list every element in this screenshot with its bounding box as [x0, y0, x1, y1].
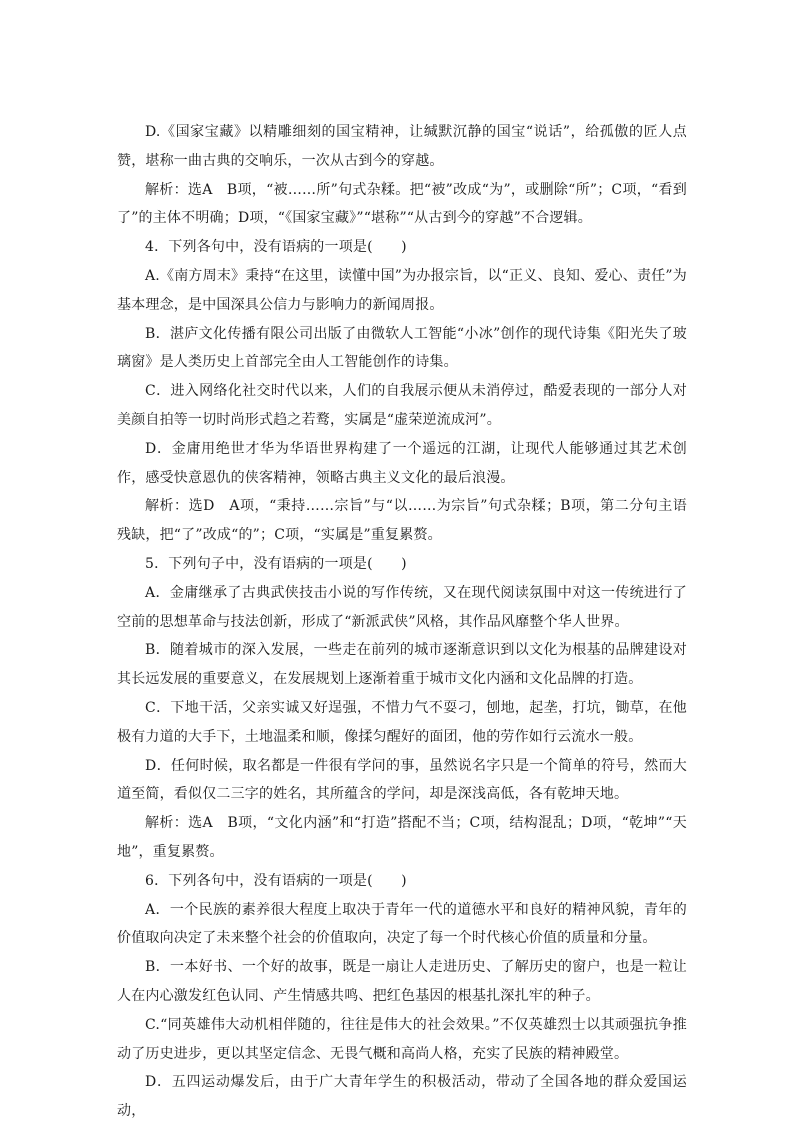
q6-option-c: C.“同英雄伟大动机相伴随的，往往是伟大的社会效果。”不仅英雄烈士以其顽强抗争推动了历史进步，更以其坚定信念、无畏气概和高尚人格，充实了民族的精神殿堂。 — [117, 1016, 687, 1062]
q6-option-b: B．一本好书、一个好的故事，既是一扇让人走进历史、了解历史的窗户，也是一粒让人在内心激发红色认同、产生情感共鸣、把红色基因的根基扎深扎牢的种子。 — [117, 959, 687, 1004]
q4-option-b: B．湛庐文化传播有限公司出版了由微软人工智能“小冰”创作的现代诗集《阳光失了玻璃窗》是人类历史上首部完全由人工智能创作的诗集。 — [117, 325, 687, 371]
q6-option-d: D．五四运动爆发后，由于广大青年学生的积极活动，带动了全国各地的群众爱国运动， — [117, 1074, 687, 1120]
q6-option-a: A．一个民族的素养很大程度上取决于青年一代的道德水平和良好的精神风貌，青年的价值取向决定了未来整个社会的价值取向，决定了每一个时代核心价值的质量和分量。 — [117, 901, 687, 947]
q5-option-a: A．金庸继承了古典武侠技击小说的写作传统，又在现代阅读氛围中对这一传统进行了空前的思想革命与技法创新，形成了“新派武侠”风格，其作品风靡整个华人世界。 — [117, 584, 687, 630]
option-d-paragraph: D.《国家宝藏》以精雕细刻的国宝精神，让缄默沉静的国宝“说话”，给孤傲的匠人点赞，堪称一曲古典的交响乐，一次从古到今的穿越。 — [117, 124, 687, 169]
question-5-stem: 5．下列句子中，没有语病的一项是( ) — [145, 555, 407, 572]
q4-option-a: A.《南方周末》秉持“在这里，读懂中国”为办报宗旨，以“正义、良知、爱心、责任”为基本理念，是中国深具公信力与影响力的新闻周报。 — [117, 267, 687, 313]
document-body — [117, 118, 687, 1126]
q5-analysis: 解析：选A B项，“文化内涵”和“打造”搭配不当；C项，结构混乱；D项，“乾坤”“天地”，重复累赘。 — [117, 815, 687, 860]
q5-option-c: C．下地干活，父亲实诚又好逞强，不惜力气不耍刁，刨地，起垄，打坑，锄草，在他极有力道的大手下，土地温柔和顺，像揉匀醒好的面团，他的劳作如行云流水一般。 — [117, 699, 687, 745]
question-4-stem: 4．下列各句中，没有语病的一项是( ) — [145, 239, 407, 256]
q5-option-d: D．任何时候，取名都是一件很有学问的事，虽然说名字只是一个简单的符号，然而大道至简，看似仅二三字的姓名，其所蕴含的学问，却是深浅高低，各有乾坤天地。 — [117, 757, 687, 803]
q4-option-d: D．金庸用绝世才华为华语世界构建了一个遥远的江湖，让现代人能够通过其艺术创作，感受快意恩仇的侠客精神，领略古典主义文化的最后浪漫。 — [117, 440, 687, 486]
q4-analysis: 解析：选D A项，“秉持……宗旨”与“以……为宗旨”句式杂糅；B项，第二分句主语残缺，把“了”改成“的”；C项，“实属是”重复累赘。 — [117, 498, 687, 544]
question-6-stem: 6．下列各句中，没有语病的一项是( ) — [145, 872, 407, 889]
analysis-paragraph: 解析：选A B项，“被……所”句式杂糅。把“被”改成“为”，或删除“所”；C项，“看到了”的主体不明确；D项，“《国家宝藏》”“堪称”“从古到今的穿越”不合逻辑。 — [117, 181, 687, 227]
q4-option-c: C．进入网络化社交时代以来，人们的自我展示便从未消停过，酷爱表现的一部分人对美颜自拍等一切时尚形式趋之若鹜，实属是“虚荣逆流成河”。 — [117, 383, 687, 428]
q5-option-b: B．随着城市的深入发展，一些走在前列的城市逐渐意识到以文化为根基的品牌建设对其长远发展的重要意义，在发展规划上逐渐着重于城市文化内涵和文化品牌的打造。 — [117, 642, 687, 688]
